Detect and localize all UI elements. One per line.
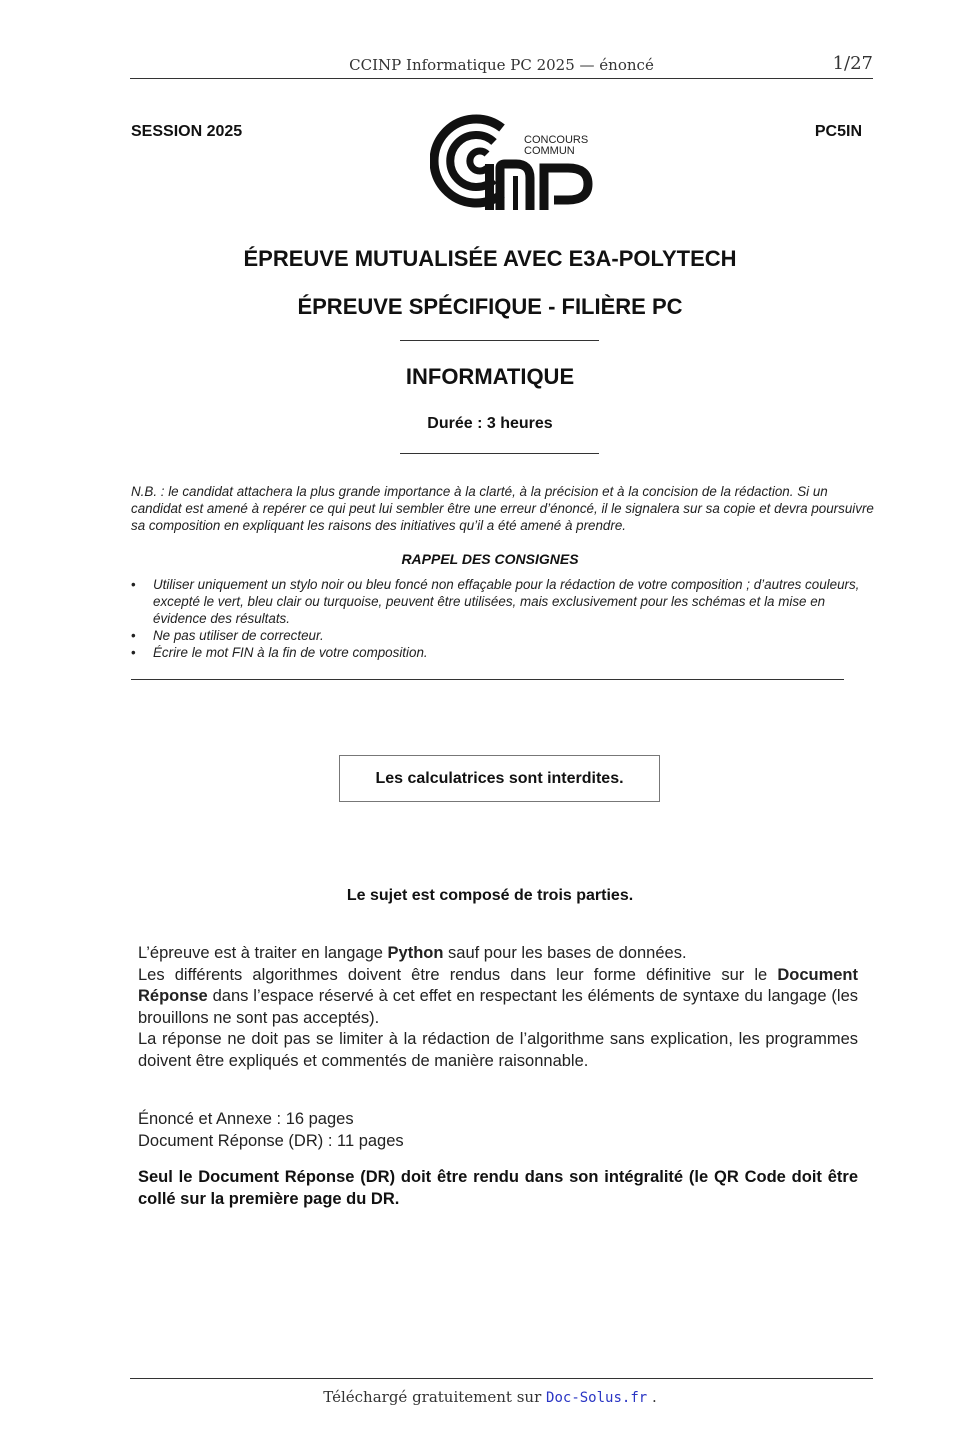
footer-link[interactable]: Doc-Solus.fr <box>546 1390 648 1406</box>
text-segment: sauf pour les bases de données. <box>443 944 687 962</box>
parts-notice: Le sujet est composé de trois parties. <box>346 887 634 904</box>
dr-note: Seul le Document Réponse (DR) doit être rendu dans son intégralité (le QR Code doit être collé sur la première page du DR. <box>138 1168 858 1208</box>
running-title: CCINP Informatique PC 2025 — énoncé <box>349 56 654 74</box>
instruction-language <box>138 943 858 965</box>
rule-item <box>131 576 875 627</box>
footer-end: . <box>647 1388 657 1406</box>
exam-title-specifique: ÉPREUVE SPÉCIFIQUE - FILIÈRE PC <box>297 294 683 319</box>
instructions-body <box>138 943 858 1073</box>
rule-item <box>131 627 875 644</box>
bullet-icon: • <box>131 645 136 660</box>
nb-paragraph: N.B. : le candidat attachera la plus grande importance à la clarté, à la précision et à la concision de la rédaction. Si un candidat est amené à repérer ce qui peut lui sembler être une erreur d’énoncé, il le signalera sur sa copie et devra poursuivre sa composition en expliquant les raisons des initiatives qu’il a été amené à prendre. <box>131 484 874 533</box>
page-counts <box>138 1109 404 1152</box>
pages-dr: Document Réponse (DR) : 11 pages <box>138 1131 404 1150</box>
text-segment: L’épreuve est à traiter en langage <box>138 944 388 962</box>
page-number: 1/27 <box>832 53 873 74</box>
subject-title: INFORMATIQUE <box>405 364 575 389</box>
rules-list <box>131 576 875 661</box>
divider-bottom <box>400 453 599 454</box>
footer-divider <box>130 1378 873 1379</box>
text-segment: Les différents algorithmes doivent être rendus dans leur forme définitive sur le <box>138 965 778 984</box>
rule-item <box>131 644 875 661</box>
text-bold: Python <box>387 944 444 962</box>
ccinp-logo <box>430 110 600 215</box>
duration: Durée : 3 heures <box>427 415 553 432</box>
session-label: SESSION 2025 <box>131 123 243 140</box>
instruction-document-reponse <box>138 965 858 1030</box>
pages-enonce: Énoncé et Annexe : 16 pages <box>138 1110 354 1128</box>
exam-title-mutualisee: ÉPREUVE MUTUALISÉE AVEC E3A-POLYTECH <box>243 246 737 271</box>
rules-divider <box>131 679 844 680</box>
instruction-explanation: La réponse ne doit pas se limiter à la rédaction de l’algorithme sans explication, les programmes doivent être expliqués et commentés de manière raisonnable. <box>138 1030 858 1070</box>
running-header <box>130 52 873 79</box>
rule-text: Utiliser uniquement un stylo noir ou bleu foncé non effaçable pour la rédaction de votre composition ; d’autres couleurs, excepté le vert, bleu clair ou turquoise, peuvent être utilisées, mais exclusivement pour les schémas et la mise en évidence des résultats. <box>153 577 860 626</box>
rule-text: Ne pas utiliser de correcteur. <box>153 628 324 643</box>
exam-code: PC5IN <box>814 123 862 140</box>
rappel-title: RAPPEL DES CONSIGNES <box>401 551 579 567</box>
footer <box>0 1388 980 1406</box>
ccinp-logo-graphic <box>430 110 600 215</box>
bullet-icon: • <box>131 577 136 592</box>
logo-text-concours: CONCOURS <box>524 134 589 146</box>
text-bold: Document Réponse <box>138 965 858 1006</box>
divider-top <box>400 340 599 341</box>
calculator-notice: Les calculatrices sont interdites. <box>339 755 660 802</box>
rule-text: Écrire le mot FIN à la fin de votre composition. <box>153 645 428 660</box>
bullet-icon: • <box>131 628 136 643</box>
footer-text: Téléchargé gratuitement sur <box>323 1388 547 1406</box>
logo-text-commun: COMMUN <box>524 145 575 157</box>
text-segment: dans l’espace réservé à cet effet en respectant les éléments de syntaxe du langage (les brouillons ne sont pas acceptés). <box>138 987 858 1027</box>
